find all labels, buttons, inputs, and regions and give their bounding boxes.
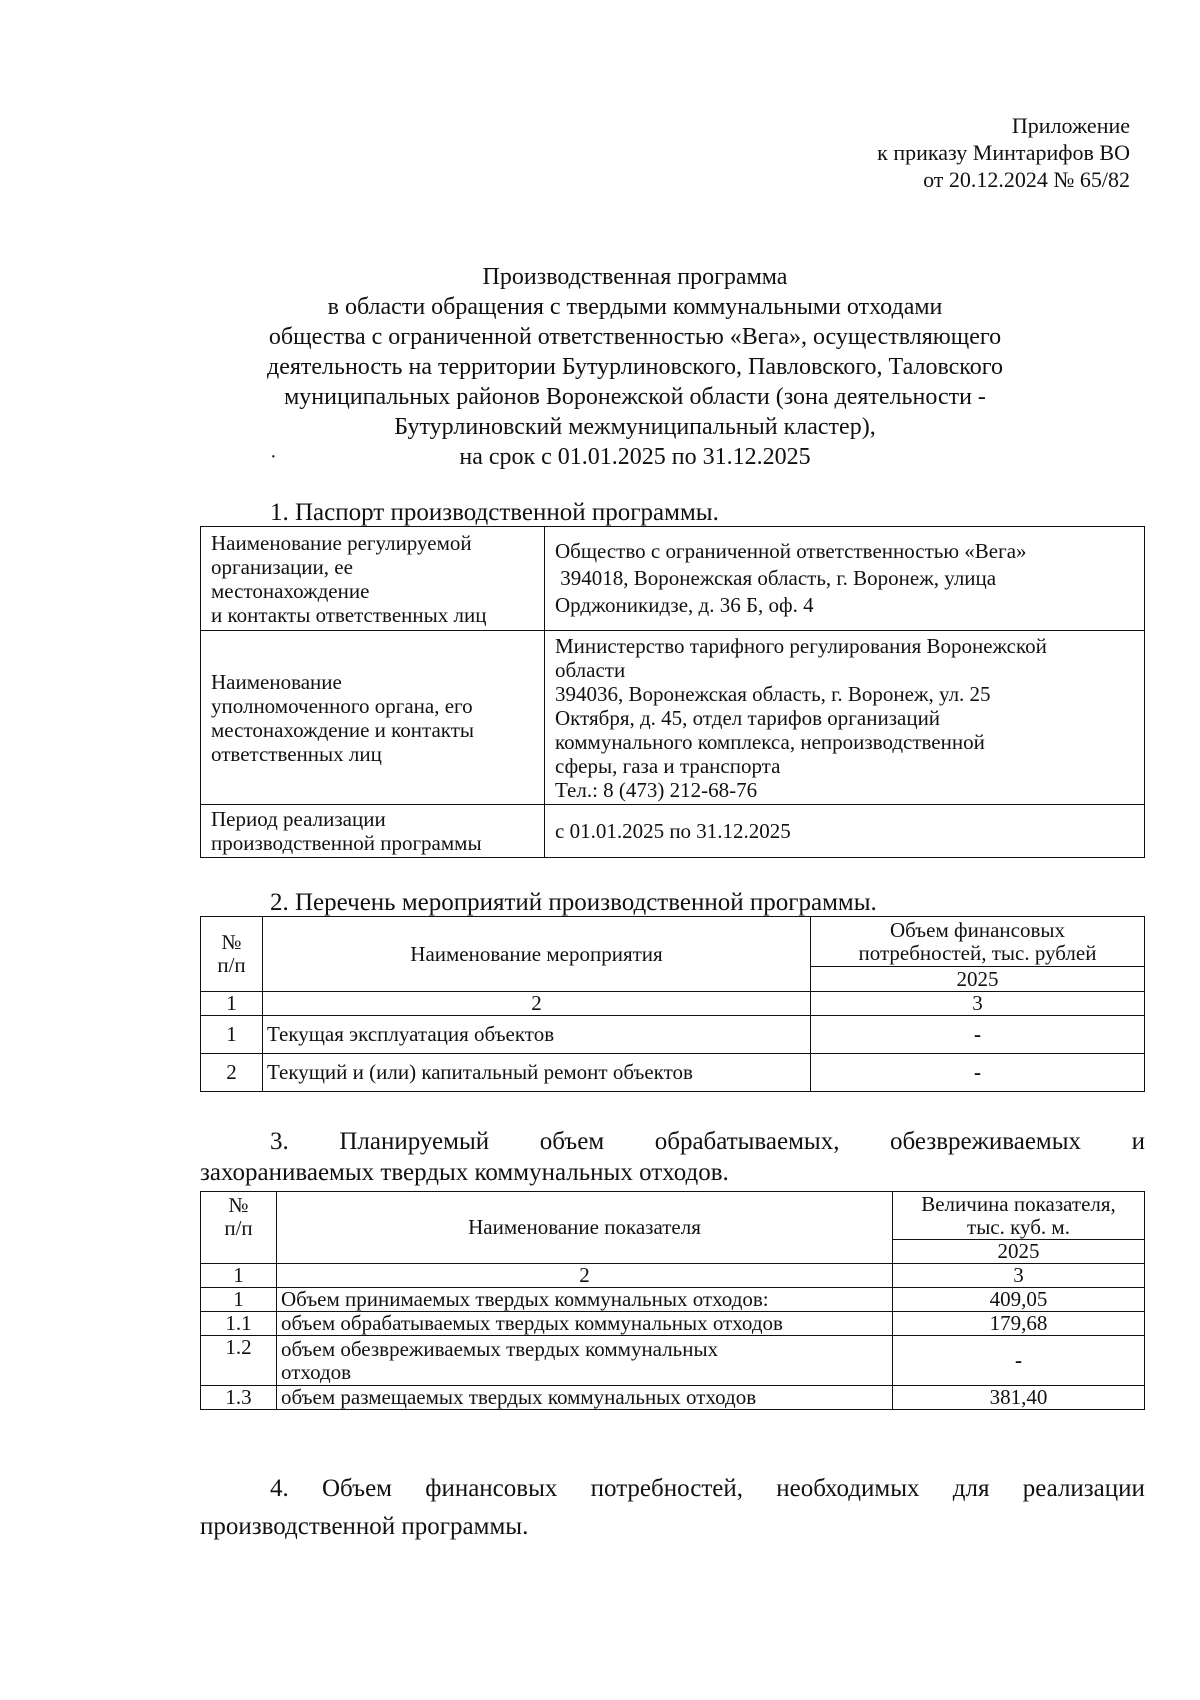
row-name-cell	[277, 1336, 893, 1386]
column-number-cell: 1	[201, 1264, 277, 1288]
cell-line: местонахождение	[211, 578, 370, 603]
cell-line: области	[555, 657, 626, 682]
row-num-cell: 1	[201, 1288, 277, 1312]
column-number-cell: 3	[811, 992, 1145, 1016]
heading-word: реализации	[1022, 1475, 1145, 1502]
table-row	[201, 1312, 1145, 1336]
title-line: муниципальных районов Воронежской области (зона деятельности -	[284, 384, 986, 410]
table-row	[201, 1288, 1145, 1312]
row-value-cell: 409,05	[893, 1288, 1145, 1312]
cell-line: Период реализации	[211, 807, 386, 831]
row-num-cell: 1.2	[201, 1336, 277, 1386]
passport-value-cell	[545, 527, 1145, 631]
passport-label-cell	[201, 527, 545, 631]
cell-line: производственной программы	[211, 831, 482, 855]
row-num-cell: 1	[201, 1016, 263, 1054]
passport-table	[200, 526, 1145, 858]
section1-heading: 1. Паспорт производственной программы.	[270, 499, 719, 526]
table-row	[201, 631, 1145, 805]
row-value-cell: -	[893, 1336, 1145, 1386]
cell-line: Величина показателя,	[921, 1191, 1116, 1216]
section4-heading-line1	[200, 1470, 1145, 1508]
cell-line: 394036, Воронежская область, г. Воронеж, ул. 25	[555, 681, 991, 706]
measures-table	[200, 916, 1145, 1092]
cell-line: объем обезвреживаемых твердых коммунальных	[281, 1336, 719, 1361]
cell-line: №	[228, 1193, 249, 1217]
row-num-cell: 2	[201, 1054, 263, 1092]
row-name-cell: Текущий и (или) капитальный ремонт объектов	[263, 1054, 811, 1092]
row-value-cell: -	[811, 1054, 1145, 1092]
row-num-cell: 1.1	[201, 1312, 277, 1336]
row-value-cell: 381,40	[893, 1386, 1145, 1410]
row-name-cell: Объем принимаемых твердых коммунальных отходов:	[277, 1288, 893, 1312]
header-name-cell: Наименование показателя	[277, 1192, 893, 1264]
header-year-cell: 2025	[811, 967, 1145, 992]
passport-label-cell	[201, 631, 545, 805]
column-number-cell: 2	[277, 1264, 893, 1288]
passport-value-cell	[545, 805, 1145, 858]
cell-line: №	[221, 930, 242, 954]
cell-line: сферы, газа и транспорта	[555, 753, 781, 778]
row-value-cell: 179,68	[893, 1312, 1145, 1336]
cell-line: Наименование регулируемой	[211, 530, 472, 555]
heading-word: необходимых	[776, 1475, 920, 1502]
table-header-row	[201, 917, 1145, 967]
column-number-cell: 2	[263, 992, 811, 1016]
waste-volume-table	[200, 1191, 1145, 1410]
table-row	[201, 1386, 1145, 1410]
cell-line: Октября, д. 45, отдел тарифов организаций	[555, 705, 941, 730]
cell-line: местонахождение и контакты	[211, 717, 474, 742]
cell-line: коммунального комплекса, непроизводственной	[555, 729, 985, 754]
cell-line: п/п	[217, 953, 246, 977]
heading-word: объем	[539, 1128, 605, 1155]
cell-line: уполномоченного органа, его	[211, 693, 473, 718]
cell-line: Министерство тарифного регулирования Воронежской	[555, 633, 1047, 658]
passport-label-cell	[201, 805, 545, 858]
cell-line: потребностей, тыс. рублей	[858, 940, 1097, 965]
heading-word: 3.	[270, 1128, 289, 1155]
title-line: деятельность на территории Бутурлиновского, Павловского, Таловского	[266, 354, 1003, 380]
title-line: в области обращения с твердыми коммунальными отходами	[327, 294, 943, 320]
header-num-cell	[201, 917, 263, 992]
table-header-row	[201, 1192, 1145, 1240]
cell-line: Орджоникидзе, д. 36 Б, оф. 4	[555, 593, 814, 617]
header-num-cell	[201, 1192, 277, 1264]
cell-line: 394018, Воронежская область, г. Воронеж, улица	[555, 566, 997, 590]
document-title	[150, 262, 1120, 472]
appendix-line: от 20.12.2024 № 65/82	[923, 167, 1130, 192]
header-name-cell: Наименование мероприятия	[263, 917, 811, 992]
passport-value-cell	[545, 631, 1145, 805]
row-num-cell: 1.3	[201, 1386, 277, 1410]
table-row	[201, 1016, 1145, 1054]
heading-word: для	[952, 1475, 990, 1502]
cell-line: отходов	[281, 1359, 352, 1384]
appendix-line: к приказу Минтарифов ВО	[877, 140, 1130, 165]
cell-line: Тел.: 8 (473) 212-68-76	[555, 777, 758, 802]
heading-word: обрабатываемых,	[654, 1128, 840, 1155]
column-number-cell: 1	[201, 992, 263, 1016]
heading-word: и	[1131, 1128, 1145, 1155]
table-row	[201, 1054, 1145, 1092]
heading-word: Объем	[322, 1475, 392, 1502]
cell-line: тыс. куб. м.	[967, 1214, 1070, 1239]
column-number-cell: 3	[893, 1264, 1145, 1288]
column-number-row	[201, 992, 1145, 1016]
heading-word: Планируемый	[339, 1128, 490, 1155]
heading-word: финансовых	[425, 1475, 558, 1502]
section4-heading	[200, 1470, 1145, 1546]
header-amount-cell	[893, 1192, 1145, 1240]
row-name-cell: объем обрабатываемых твердых коммунальных отходов	[277, 1312, 893, 1336]
title-line: Производственная программа	[482, 264, 788, 290]
cell-line: п/п	[224, 1216, 253, 1240]
appendix-line: Приложение	[1011, 113, 1130, 138]
heading-word: потребностей,	[590, 1475, 743, 1502]
row-name-cell: Текущая эксплуатация объектов	[263, 1016, 811, 1054]
heading-word: обезвреживаемых	[890, 1128, 1082, 1155]
cell-line: Наименование	[211, 669, 342, 694]
section3-heading-line1	[200, 1126, 1145, 1157]
column-number-row	[201, 1264, 1145, 1288]
title-line: Бутурлиновский межмуниципальный кластер),	[394, 414, 876, 440]
title-line: общества с ограниченной ответственностью «Вега», осуществляющего	[268, 324, 1002, 350]
header-year-cell: 2025	[893, 1240, 1145, 1264]
title-line: на срок с 01.01.2025 по 31.12.2025	[459, 444, 811, 470]
cell-line: Общество с ограниченной ответственностью «Вега»	[555, 539, 1027, 563]
section3-heading-line2: захораниваемых твердых коммунальных отходов.	[200, 1159, 729, 1186]
row-name-cell: объем размещаемых твердых коммунальных отходов	[277, 1386, 893, 1410]
row-value-cell: -	[811, 1016, 1145, 1054]
stray-dot-mark: ·	[270, 446, 277, 468]
section2-heading: 2. Перечень мероприятий производственной программы.	[270, 889, 877, 916]
cell-line: организации, ее	[211, 554, 353, 579]
table-row	[201, 805, 1145, 858]
section4-heading-line2: производственной программы.	[200, 1513, 529, 1540]
cell-line: Объем финансовых	[889, 917, 1066, 942]
table-row	[201, 1336, 1145, 1386]
cell-line: ответственных лиц	[211, 741, 382, 766]
heading-word: 4.	[270, 1475, 289, 1502]
appendix-block	[710, 112, 1130, 193]
section3-heading	[200, 1126, 1145, 1188]
cell-line: и контакты ответственных лиц	[211, 602, 487, 627]
table-row	[201, 527, 1145, 631]
cell-line: с 01.01.2025 по 31.12.2025	[555, 819, 791, 843]
header-amount-cell	[811, 917, 1145, 967]
